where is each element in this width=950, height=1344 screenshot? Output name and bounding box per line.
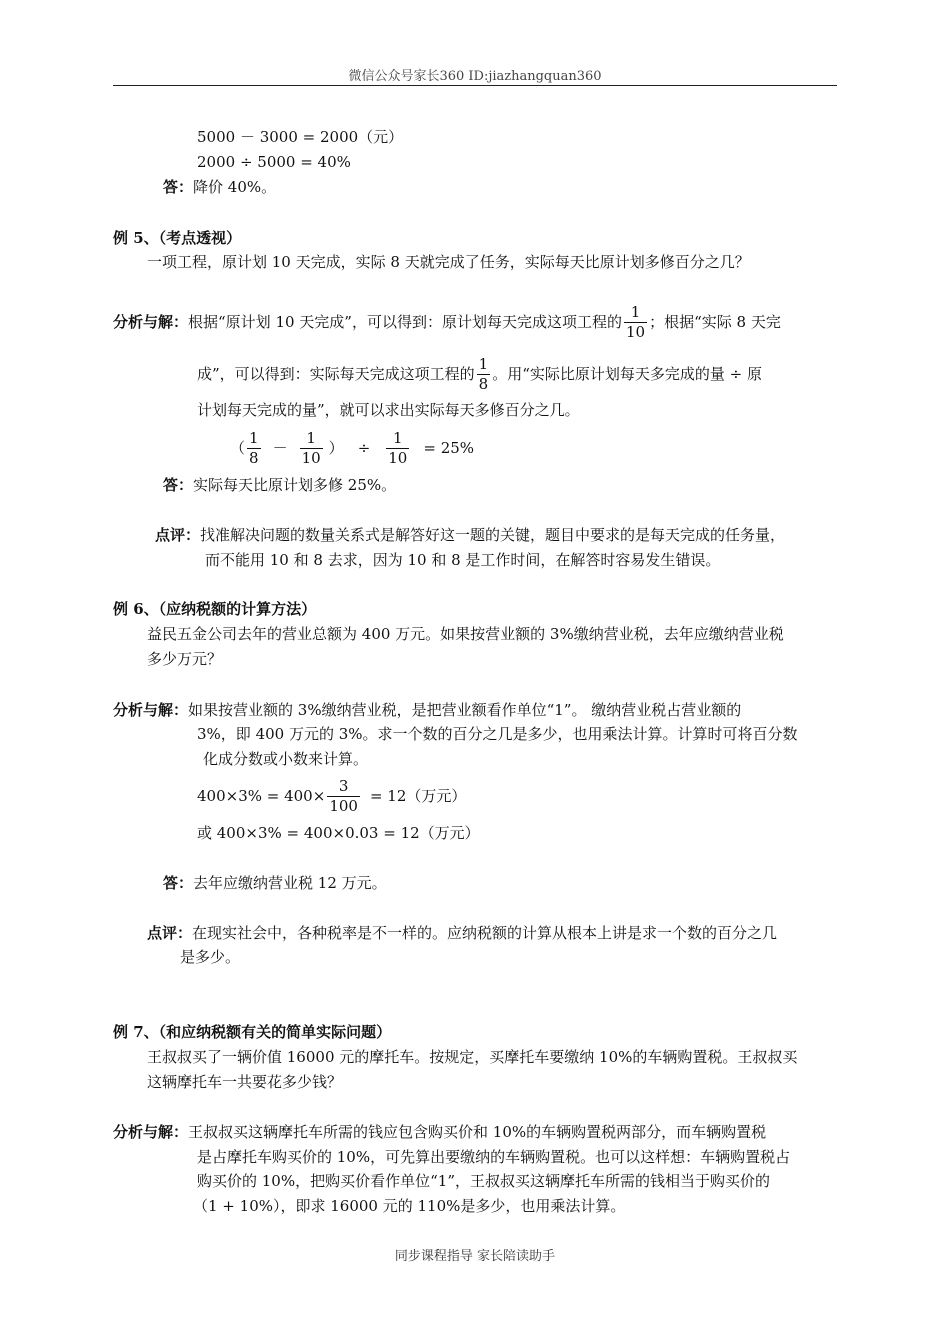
page-footer: 同步课程指导 家长陪读助手 bbox=[394, 1249, 556, 1264]
ex6-analysis-line-3: 化成分数或小数来计算。 bbox=[203, 750, 369, 768]
equation-result: = 25% bbox=[423, 439, 475, 457]
ex6-answer bbox=[163, 872, 387, 894]
fraction-1-8: $\frac{1}{8}$ bbox=[249, 428, 259, 467]
analysis-label: 分析与解： bbox=[113, 313, 189, 331]
ex5-title: 例 5、（考点透视） bbox=[113, 229, 242, 247]
paren-open: （ bbox=[230, 439, 246, 457]
answer-label: 答： bbox=[163, 178, 194, 196]
ex6-comment-line-1 bbox=[147, 922, 777, 944]
analysis-label: 分析与解： bbox=[113, 701, 189, 719]
answer-label: 答： bbox=[163, 476, 194, 494]
ex6-comment-line-2: 是多少。 bbox=[180, 948, 241, 966]
ex7-analysis-line-1 bbox=[113, 1121, 766, 1143]
paren-close: ） bbox=[328, 439, 344, 457]
comment-label: 点评： bbox=[147, 924, 193, 942]
equation-right: = 12（万元） bbox=[369, 787, 467, 805]
ex6-analysis-line-2: 3%，即 400 万元的 3%。求一个数的百分之几是多少，也用乘法计算。计算时可将百分数 bbox=[197, 725, 798, 743]
comment-text: 找准解决问题的数量关系式是解答好这一题的关键，题目中要求的是每天完成的任务量， bbox=[200, 526, 786, 544]
ex5-analysis-line-2 bbox=[197, 352, 762, 396]
answer-label: 答： bbox=[163, 874, 194, 892]
ex7-analysis-line-4: （1 + 10%），即求 16000 元的 110%是多少，也用乘法计算。 bbox=[193, 1197, 626, 1215]
page-header: 微信公众号家长360 ID:jiazhangquan360 bbox=[348, 69, 602, 84]
answer-text: 去年应缴纳营业税 12 万元。 bbox=[193, 874, 387, 892]
analysis-label: 分析与解： bbox=[113, 1123, 189, 1141]
ex5-equation bbox=[230, 426, 474, 470]
ex7-analysis-line-3: 购买价的 10%，把购买价看作单位“1”，王叔叔买这辆摩托车所需的钱相当于购买价的 bbox=[197, 1172, 770, 1190]
comment-text: 在现实社会中，各种税率是不一样的。应纳税额的计算从根本上讲是求一个数的百分之几 bbox=[192, 924, 778, 942]
fraction-1-10: $\frac{1}{10}$ bbox=[388, 428, 408, 467]
ex6-title: 例 6、（应纳税额的计算方法） bbox=[113, 600, 317, 618]
analysis-text: ；根据“实际 8 天完 bbox=[649, 313, 781, 331]
ex5-comment-line-1 bbox=[155, 524, 785, 546]
fraction-1-8: $\frac{1}{8}$ bbox=[478, 354, 489, 393]
ex5-problem: 一项工程，原计划 10 天完成，实际 8 天就完成了任务，实际每天比原计划多修百分之几？ bbox=[147, 253, 750, 271]
analysis-text: 根据“原计划 10 天完成”，可以得到：原计划每天完成这项工程的 bbox=[188, 313, 622, 331]
calc-line-1: 5000 － 3000 = 2000（元） bbox=[197, 128, 404, 146]
fraction-1-10: $\frac{1}{10}$ bbox=[301, 428, 321, 467]
header-divider bbox=[113, 85, 837, 86]
answer-text: 降价 40%。 bbox=[193, 178, 277, 196]
analysis-text: 。用“实际比原计划每天多完成的量 ÷ 原 bbox=[492, 365, 762, 383]
analysis-text: 如果按营业额的 3%缴纳营业税，是把营业额看作单位“1”。 缴纳营业税占营业额的 bbox=[188, 701, 742, 719]
ex7-analysis-line-2: 是占摩托车购买价的 10%，可先算出要缴纳的车辆购置税。也可以这样想：车辆购置税占 bbox=[197, 1148, 791, 1166]
answer-text: 实际每天比原计划多修 25%。 bbox=[193, 476, 397, 494]
ex5-answer bbox=[163, 474, 396, 496]
ex7-title: 例 7、（和应纳税额有关的简单实际问题） bbox=[113, 1023, 392, 1041]
ex6-equation-1 bbox=[197, 774, 466, 818]
ex7-problem-line-2: 这辆摩托车一共要花多少钱？ bbox=[147, 1073, 343, 1091]
analysis-text: 王叔叔买这辆摩托车所需的钱应包含购买价和 10%的车辆购置税两部分，而车辆购置税 bbox=[188, 1123, 767, 1141]
divide-sign: ÷ bbox=[357, 439, 371, 457]
fraction-3-100: $\frac{3}{100}$ bbox=[329, 776, 358, 815]
ex6-problem-line-2: 多少万元？ bbox=[147, 650, 223, 668]
ex5-analysis-line-1 bbox=[113, 300, 781, 344]
answer-top bbox=[163, 176, 276, 198]
equation-left: 400×3% = 400× bbox=[197, 787, 326, 805]
ex7-problem-line-1: 王叔叔买了一辆价值 16000 元的摩托车。按规定，买摩托车要缴纳 10%的车辆购置税。王叔叔买 bbox=[147, 1048, 798, 1066]
ex6-analysis-line-1 bbox=[113, 699, 741, 721]
ex6-problem-line-1: 益民五金公司去年的营业总额为 400 万元。如果按营业额的 3%缴纳营业税，去年应缴纳营业税 bbox=[147, 625, 784, 643]
ex5-analysis-line-3: 计划每天完成的量”，就可以求出实际每天多修百分之几。 bbox=[197, 401, 580, 419]
fraction-1-10: $\frac{1}{10}$ bbox=[625, 302, 646, 341]
minus-sign: － bbox=[272, 439, 288, 457]
calc-line-2: 2000 ÷ 5000 = 40% bbox=[197, 153, 351, 171]
ex5-comment-line-2: 而不能用 10 和 8 去求，因为 10 和 8 是工作时间，在解答时容易发生错误。 bbox=[205, 551, 721, 569]
ex6-equation-2: 或 400×3% = 400×0.03 = 12（万元） bbox=[197, 824, 480, 842]
comment-label: 点评： bbox=[155, 526, 201, 544]
analysis-text: 成”，可以得到：实际每天完成这项工程的 bbox=[197, 365, 475, 383]
